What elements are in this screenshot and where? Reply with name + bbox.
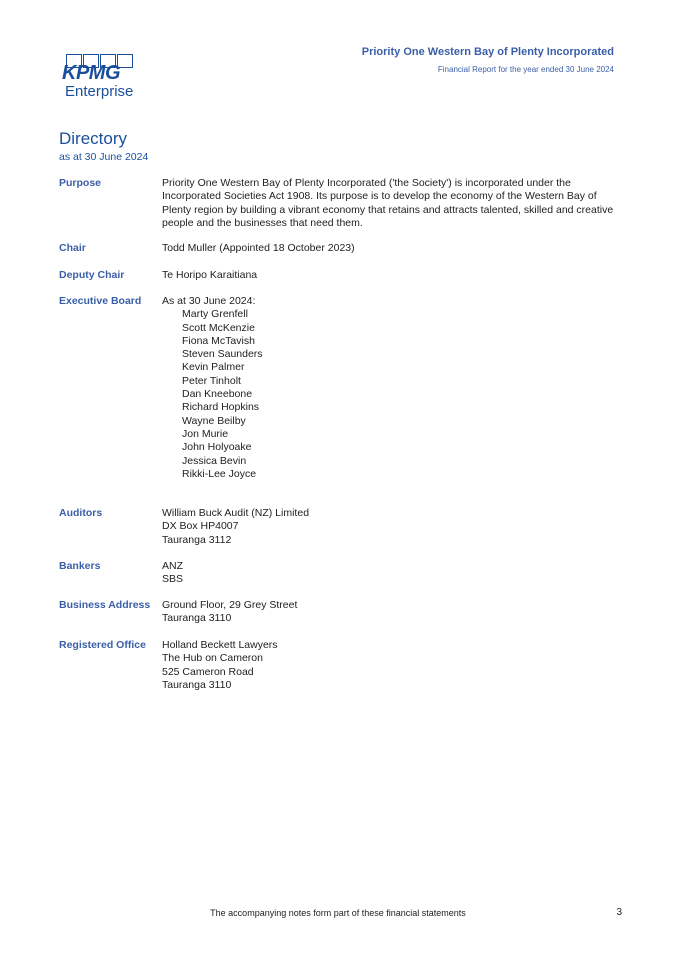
- auditors-lines: [162, 507, 622, 547]
- registered-office-line: The Hub on Cameron: [162, 652, 263, 665]
- purpose-text: Priority One Western Bay of Plenty Incorporated ('the Society') is incorporated under the Incorporated Societies Act 1908. Its purpose is to develop the economy of the Western Bay of Plenty region by building a vibrant economy that retains and attracts talented, skilled and creative people and the businesses that need them.: [162, 177, 614, 229]
- board-member: Kevin Palmer: [182, 361, 245, 374]
- board-member: Richard Hopkins: [182, 401, 260, 414]
- auditors-line: DX Box HP4007: [162, 520, 239, 533]
- purpose-label: Purpose: [59, 177, 102, 189]
- executive-board-label: Executive Board: [59, 295, 142, 307]
- auditors-line: William Buck Audit (NZ) Limited: [162, 507, 310, 519]
- deputy-chair-text: Te Horipo Karaitiana: [162, 269, 258, 281]
- board-member: Marty Grenfell: [182, 308, 248, 321]
- auditors-line: Tauranga 3112: [162, 533, 232, 546]
- business-address-label: Business Address: [59, 599, 151, 611]
- board-member: Dan Kneebone: [182, 388, 253, 401]
- kpmg-logo: [60, 54, 140, 100]
- board-member: Rikki-Lee Joyce: [182, 467, 257, 480]
- bankers-line: ANZ: [162, 560, 183, 572]
- business-address-lines: [162, 599, 622, 626]
- page-title: Directory: [59, 129, 128, 148]
- auditors-label: Auditors: [59, 507, 103, 519]
- board-member: Fiona McTavish: [182, 334, 255, 347]
- report-organisation: Priority One Western Bay of Plenty Incorporated: [361, 46, 614, 58]
- registered-office-line: Holland Beckett Lawyers: [162, 639, 278, 651]
- board-intro: As at 30 June 2024:: [162, 295, 256, 307]
- business-address-line: Tauranga 3110: [162, 612, 232, 625]
- chair-text: Todd Muller (Appointed 18 October 2023): [162, 242, 355, 254]
- board-member: Scott McKenzie: [182, 321, 255, 334]
- page-number: 3: [616, 907, 622, 918]
- bankers-lines: [162, 560, 622, 587]
- business-address-line: Ground Floor, 29 Grey Street: [162, 599, 298, 611]
- report-subtitle: Financial Report for the year ended 30 June 2024: [437, 65, 614, 74]
- logo-subtitle: Enterprise: [65, 83, 134, 100]
- board-member: Wayne Beilby: [182, 414, 246, 427]
- chair-label: Chair: [59, 242, 86, 254]
- logo-brand: KPMG: [62, 62, 120, 84]
- board-member: Jessica Bevin: [182, 454, 247, 467]
- deputy-chair-label: Deputy Chair: [59, 269, 125, 281]
- board-member: Jon Murie: [182, 427, 229, 440]
- registered-office-line: Tauranga 3110: [162, 678, 232, 691]
- page-subtitle: as at 30 June 2024: [59, 151, 149, 163]
- bankers-label: Bankers: [59, 560, 101, 572]
- footer-note: The accompanying notes form part of these financial statements: [210, 908, 466, 918]
- registered-office-line: 525 Cameron Road: [162, 665, 254, 678]
- board-member: Steven Saunders: [182, 348, 263, 361]
- bankers-line: SBS: [162, 573, 184, 586]
- registered-office-label: Registered Office: [59, 639, 146, 651]
- board-member: Peter Tinholt: [182, 374, 241, 387]
- board-member: John Holyoake: [182, 441, 252, 454]
- registered-office-lines: [162, 639, 622, 692]
- executive-board-list: [162, 295, 622, 481]
